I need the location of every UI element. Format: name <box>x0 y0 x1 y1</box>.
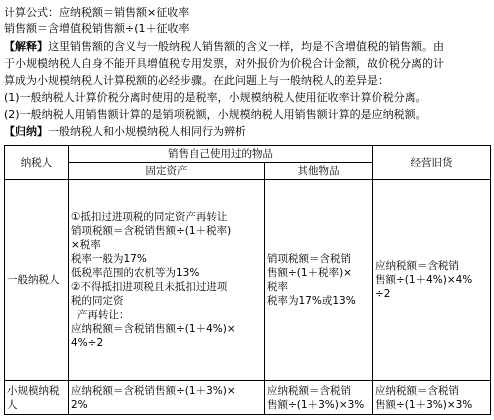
general-used-line: 售额÷(1＋4%)×4% <box>375 274 473 286</box>
small-fixed-assets-cell <box>69 381 265 415</box>
general-other-line: 税率 <box>267 281 288 293</box>
header-taxpayer: 纳税人 <box>5 146 69 180</box>
general-fixed-line: 税率一般为17% <box>71 253 147 265</box>
small-used-line: 应纳税额＝含税销 <box>375 384 459 397</box>
general-fixed-line: 税的同定资 <box>71 295 124 307</box>
summary-tag: 【归纳】 <box>4 125 48 138</box>
formula-line-1: 计算公式：应纳税额＝销售额×征收率 <box>4 6 190 19</box>
general-used-line: 应纳税额＝含税销 <box>375 260 459 272</box>
general-fixed-line: 4%÷2 <box>71 337 104 349</box>
small-other-line: 售额÷(1＋3%)×3% <box>267 398 365 411</box>
summary-text: 一般纳税人和小规模纳税人相同行为辨析 <box>48 125 246 138</box>
general-fixed-line: 低税率范围的农机等为13% <box>71 267 200 279</box>
general-fixed-line: 产再转让： <box>77 309 130 321</box>
general-fixed-line: ①抵扣过进项税的同定资产再转让 <box>71 211 228 223</box>
general-used-line: ÷2 <box>375 288 391 300</box>
small-taxpayer-label-line: 小规模纳税 <box>7 384 60 397</box>
small-used-line: 售额÷(1＋3%)×3% <box>375 398 473 411</box>
header-fixed-assets: 固定资产 <box>69 163 265 180</box>
explain-paragraph-line-1 <box>4 40 444 54</box>
explain-paragraph-line-3: 算成为小规模纳税人计算税额的必经步骤。在此问题上与一般纳税人的差异是： <box>4 74 389 87</box>
table-header-row-1 <box>5 146 491 163</box>
formula-line-2: 销售额＝含增值税销售额÷(1＋征收率 <box>4 22 190 35</box>
table-row-general-taxpayer <box>5 180 491 381</box>
general-other-items-cell <box>265 180 373 381</box>
general-other-line: 税率为17%或13% <box>267 295 356 307</box>
small-fixed-line: 2% <box>71 398 88 411</box>
header-used-goods: 经营旧货 <box>373 146 491 180</box>
general-used-goods-cell <box>373 180 491 381</box>
header-selling-used-items: 销售自己使用过的物品 <box>69 146 373 163</box>
comparison-table <box>4 145 491 415</box>
general-fixed-line: ×税率 <box>71 239 101 251</box>
explain-tag: 【解释】 <box>4 40 48 53</box>
general-fixed-assets-cell <box>69 180 265 381</box>
general-fixed-line: 应纳税额＝含税销售额÷(1＋4%)× <box>71 323 236 335</box>
small-taxpayer-label-line: 人 <box>7 398 18 411</box>
table-row-small-taxpayer <box>5 381 491 415</box>
small-taxpayer-label <box>5 381 69 415</box>
general-other-line: 销项税额＝含税销 <box>267 253 351 265</box>
explain-paragraph-line-2: 于小规模纳税人自身不能开具增值税专用发票，对外报价为价税合计金额，故价税分离的计 <box>4 57 444 70</box>
general-taxpayer-label: 一般纳税人 <box>5 180 69 381</box>
small-other-items-cell <box>265 381 373 415</box>
summary-line <box>4 125 246 139</box>
small-other-line: 应纳税额＝含税销 <box>267 384 351 397</box>
general-other-line: 售额÷(1＋税率)× <box>267 267 352 279</box>
header-other-items: 其他物品 <box>265 163 373 180</box>
explain-text: 这里销售额的含义与一般纳税人销售额的含义一样，均是不含增值税的销售额。由 <box>48 40 444 53</box>
small-fixed-line: 应纳税额＝含税销售额÷(1＋3%)× <box>71 384 236 397</box>
explain-point-2: (2)一般纳税人用销售额计算的是销项税额，小规模纳税人用销售额计算的是应纳税额。 <box>4 108 427 121</box>
general-fixed-line: ②不得抵扣进项税且未抵扣过进项 <box>71 281 228 293</box>
small-used-goods-cell <box>373 381 491 415</box>
explain-point-1: (1)一般纳税人计算价税分离时使用的是税率，小规模纳税人使用征收率计算价税分离。 <box>4 91 427 104</box>
general-fixed-line: 销项税额＝含税销售额÷(1＋税率) <box>71 225 232 237</box>
